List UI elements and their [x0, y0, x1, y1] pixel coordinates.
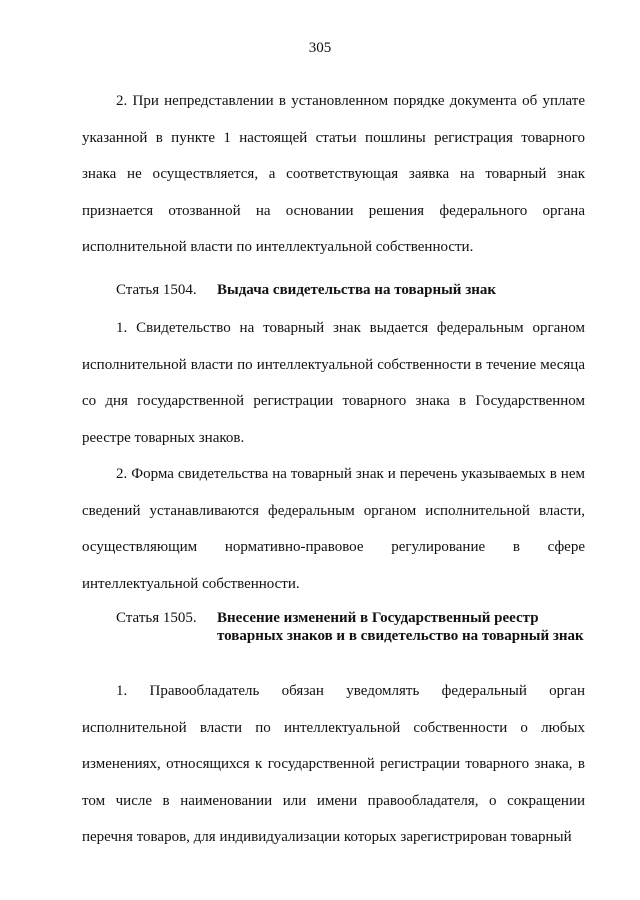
paragraph-block-1: [82, 83, 585, 266]
article-number: Статья 1504.: [116, 282, 197, 298]
paragraph-certificate-issue: 1. Свидетельство на товарный знак выдается федеральным органом исполнительной власти по интеллектуальной собственности в течение месяца со дня государственной регистрации товарного знака в Государственном реестре товарных знаков.: [82, 320, 585, 446]
paragraph-certificate-form: 2. Форма свидетельства на товарный знак и перечень указываемых в нем сведений устанавливаются федеральным органом исполнительной власти, осуществляющим нормативно-правовое регулирование в сфере интеллектуальной собственности.: [82, 466, 585, 592]
article-1504-body: [82, 310, 585, 602]
article-title: Внесение изменений в Государственный реестр товарных знаков и в свидетельство на товарный знак: [217, 610, 584, 644]
article-1505-heading: [116, 609, 596, 645]
page-number: 305: [308, 40, 332, 56]
article-title: Выдача свидетельства на товарный знак: [217, 282, 497, 298]
paragraph-payment-fee: 2. При непредставлении в установленном порядке документа об уплате указанной в пункте 1 настоящей статьи пошлины регистрация товарного знака не осуществляется, а соответствующая заявка на товарный знак признается отозванной на основании решения федерального органа исполнительной власти по интеллектуальной собственности.: [82, 93, 585, 255]
article-1505-body: [82, 673, 585, 856]
paragraph-owner-notification: 1. Правообладатель обязан уведомлять федеральный орган исполнительной власти по интеллектуальной собственности о любых изменениях, относящихся к государственной регистрации товарного знака, в том числе в наименовании или имени правообладателя, о сокращении перечня товаров, для индивидуализации которых зарегистрирован товарный: [82, 683, 585, 845]
article-1504-heading: [116, 280, 596, 300]
article-number: Статья 1505.: [116, 610, 197, 626]
